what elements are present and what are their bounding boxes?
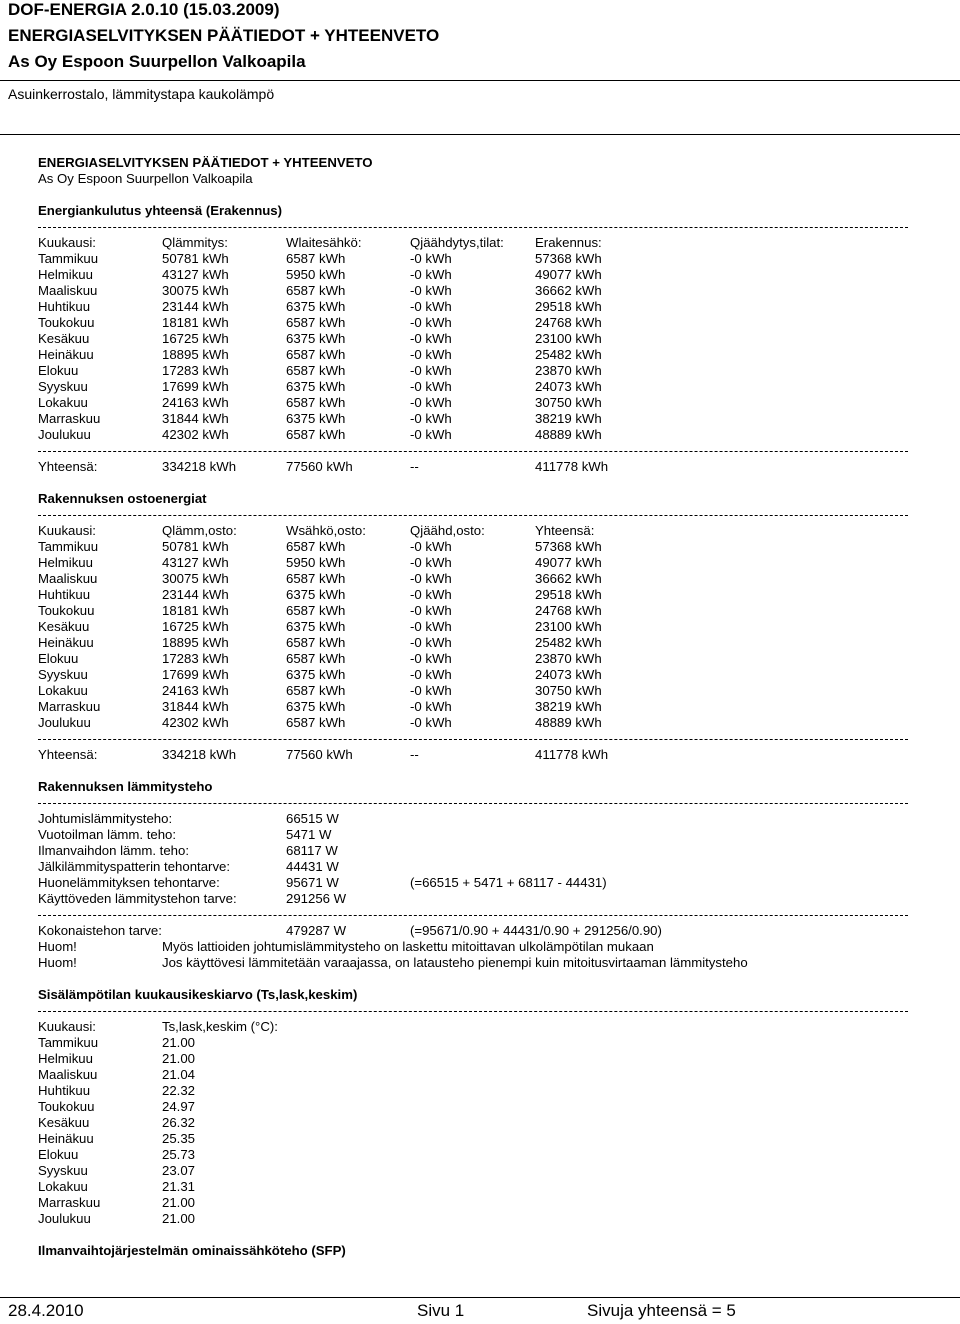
cell: Joulukuu [38, 715, 91, 730]
cell: Ilmanvaihdon lämm. teho: [38, 843, 189, 858]
cell: 50781 kWh [162, 539, 229, 554]
cell: Jos käyttövesi lämmitetään varaajassa, on latausteho pienempi kuin mitoitusvirtaaman lämmitysteho [162, 955, 748, 970]
cell: Kuukausi: [38, 1019, 96, 1034]
cell: Kuukausi: [38, 235, 96, 250]
cell: Elokuu [38, 1147, 79, 1162]
cell: 44431 W [286, 859, 339, 874]
cell: Elokuu [38, 651, 79, 666]
cell: Kesäkuu [38, 1115, 90, 1130]
cell: Huom! [38, 955, 77, 970]
cell: 6587 kWh [286, 603, 346, 618]
dashed-divider [38, 803, 908, 804]
dashed-divider [38, 451, 908, 452]
cell: 23144 kWh [162, 587, 229, 602]
cell: Helmikuu [38, 1051, 93, 1066]
footer-divider [0, 1297, 960, 1298]
cell: -- [410, 459, 419, 474]
energy-section-title: Energiankulutus yhteensä (Erakennus) [38, 203, 283, 218]
cell: -0 kWh [410, 411, 452, 426]
header-divider-bottom [0, 134, 960, 135]
cell: 57368 kWh [535, 539, 602, 554]
cell: -0 kWh [410, 267, 452, 282]
cell: 18895 kWh [162, 635, 229, 650]
cell: 49077 kWh [535, 267, 602, 282]
app-version: DOF-ENERGIA 2.0.10 (15.03.2009) [8, 0, 280, 19]
cell: 38219 kWh [535, 699, 602, 714]
footer-pages-total: Sivuja yhteensä = 5 [587, 1301, 736, 1320]
cell: Marraskuu [38, 699, 101, 714]
cell: 18895 kWh [162, 347, 229, 362]
cell: 17699 kWh [162, 667, 229, 682]
cell: 21.00 [162, 1195, 196, 1210]
cell: 334218 kWh [162, 747, 237, 762]
header-title: ENERGIASELVITYKSEN PÄÄTIEDOT + YHTEENVETO [8, 26, 440, 45]
cell: 6587 kWh [286, 363, 346, 378]
cell: 25482 kWh [535, 347, 602, 362]
cell: 17283 kWh [162, 651, 229, 666]
cell: -0 kWh [410, 315, 452, 330]
cell: 334218 kWh [162, 459, 237, 474]
cell: Marraskuu [38, 411, 101, 426]
cell: 479287 W [286, 923, 347, 938]
footer-page: Sivu 1 [417, 1301, 465, 1320]
cell: (=95671/0.90 + 44431/0.90 + 291256/0.90) [410, 923, 662, 938]
cell: 29518 kWh [535, 299, 602, 314]
cell: Johtumislämmitysteho: [38, 811, 173, 826]
cell: 24163 kWh [162, 395, 229, 410]
header-building: As Oy Espoon Suurpellon Valkoapila [8, 52, 306, 71]
cell: -0 kWh [410, 427, 452, 442]
cell: 26.32 [162, 1115, 196, 1130]
cell: 6587 kWh [286, 635, 346, 650]
cell: 5471 W [286, 827, 332, 842]
cell: -0 kWh [410, 539, 452, 554]
dashed-divider [38, 739, 908, 740]
cell: 38219 kWh [535, 411, 602, 426]
cell: -0 kWh [410, 331, 452, 346]
cell: Lokakuu [38, 1179, 88, 1194]
cell: 43127 kWh [162, 267, 229, 282]
cell: 6587 kWh [286, 283, 346, 298]
cell: -0 kWh [410, 587, 452, 602]
cell: Wlaitesähkö: [286, 235, 362, 250]
cell: 24073 kWh [535, 667, 602, 682]
cell: Myös lattioiden johtumislämmitysteho on laskettu mitoittavan ulkolämpötilan mukaan [162, 939, 654, 954]
cell: -0 kWh [410, 699, 452, 714]
cell: 16725 kWh [162, 331, 229, 346]
cell: Huhtikuu [38, 1083, 91, 1098]
cell: 24768 kWh [535, 603, 602, 618]
cell: 68117 W [286, 843, 338, 858]
cell: -0 kWh [410, 667, 452, 682]
cell: Qlämm,osto: [162, 523, 237, 538]
cell: 6375 kWh [286, 379, 346, 394]
cell: 24073 kWh [535, 379, 602, 394]
cell: Toukokuu [38, 603, 95, 618]
cell: Huhtikuu [38, 299, 91, 314]
cell: Yhteensä: [535, 523, 595, 538]
cell: 23870 kWh [535, 363, 602, 378]
indoor-section-title: Sisälämpötilan kuukausikeskiarvo (Ts,lask,keskim) [38, 987, 358, 1002]
cell: 36662 kWh [535, 283, 602, 298]
doc-building: As Oy Espoon Suurpellon Valkoapila [38, 171, 253, 186]
cell: Joulukuu [38, 427, 91, 442]
cell: Helmikuu [38, 267, 93, 282]
cell: -0 kWh [410, 395, 452, 410]
cell: 25.35 [162, 1131, 196, 1146]
cell: 21.00 [162, 1035, 196, 1050]
cell: 77560 kWh [286, 747, 353, 762]
purchased-section-title: Rakennuksen ostoenergiat [38, 491, 207, 506]
cell: 6375 kWh [286, 331, 346, 346]
cell: Jälkilämmityspatterin tehontarve: [38, 859, 231, 874]
cell: Marraskuu [38, 1195, 101, 1210]
cell: 21.31 [162, 1179, 196, 1194]
cell: Erakennus: [535, 235, 602, 250]
cell: Wsähkö,osto: [286, 523, 366, 538]
cell: Huom! [38, 939, 77, 954]
cell: Syyskuu [38, 667, 88, 682]
cell: 6587 kWh [286, 571, 346, 586]
cell: 411778 kWh [535, 747, 609, 762]
cell: Kuukausi: [38, 523, 96, 538]
cell: 6375 kWh [286, 667, 346, 682]
cell: Syyskuu [38, 379, 88, 394]
cell: 6587 kWh [286, 347, 346, 362]
cell: -0 kWh [410, 683, 452, 698]
cell: 6587 kWh [286, 539, 346, 554]
cell: 6587 kWh [286, 251, 346, 266]
cell: Toukokuu [38, 1099, 95, 1114]
cell: Yhteensä: [38, 459, 98, 474]
cell: 49077 kWh [535, 555, 602, 570]
cell: 24.97 [162, 1099, 196, 1114]
building-type: Asuinkerrostalo, lämmitystapa kaukolämpö [8, 86, 275, 102]
cell: Yhteensä: [38, 747, 98, 762]
cell: Kesäkuu [38, 331, 90, 346]
cell: 23.07 [162, 1163, 196, 1178]
cell: -0 kWh [410, 363, 452, 378]
cell: 6587 kWh [286, 315, 346, 330]
dashed-divider [38, 915, 908, 916]
cell: 23870 kWh [535, 651, 602, 666]
cell: Tammikuu [38, 251, 99, 266]
cell: 411778 kWh [535, 459, 609, 474]
cell: 23100 kWh [535, 619, 602, 634]
cell: 5950 kWh [286, 555, 346, 570]
cell: Qjäähd,osto: [410, 523, 485, 538]
cell: Ts,lask,keskim (°C): [162, 1019, 278, 1034]
cell: Maaliskuu [38, 1067, 98, 1082]
cell: 6375 kWh [286, 619, 346, 634]
cell: 6587 kWh [286, 683, 346, 698]
cell: 42302 kWh [162, 427, 229, 442]
cell: 42302 kWh [162, 715, 229, 730]
cell: Tammikuu [38, 1035, 99, 1050]
cell: 6587 kWh [286, 395, 346, 410]
cell: 66515 W [286, 811, 339, 826]
cell: Kokonaistehon tarve: [38, 923, 162, 938]
cell: 23144 kWh [162, 299, 229, 314]
cell: 30075 kWh [162, 571, 229, 586]
cell: 24768 kWh [535, 315, 602, 330]
cell: 43127 kWh [162, 555, 229, 570]
cell: -0 kWh [410, 603, 452, 618]
cell: -0 kWh [410, 347, 452, 362]
cell: Heinäkuu [38, 635, 94, 650]
cell: 6375 kWh [286, 699, 346, 714]
cell: Lokakuu [38, 395, 88, 410]
cell: -- [410, 747, 419, 762]
cell: 77560 kWh [286, 459, 353, 474]
cell: -0 kWh [410, 715, 452, 730]
footer-date: 28.4.2010 [8, 1301, 84, 1320]
cell: 29518 kWh [535, 587, 602, 602]
cell: 30750 kWh [535, 683, 602, 698]
cell: 48889 kWh [535, 715, 602, 730]
cell: Maaliskuu [38, 571, 98, 586]
cell: 22.32 [162, 1083, 196, 1098]
cell: 95671 W [286, 875, 339, 890]
cell: 48889 kWh [535, 427, 602, 442]
cell: Qjäähdytys,tilat: [410, 235, 504, 250]
cell: 6587 kWh [286, 715, 346, 730]
cell: Lokakuu [38, 683, 88, 698]
cell: 30075 kWh [162, 283, 229, 298]
dashed-divider [38, 515, 908, 516]
cell: Maaliskuu [38, 283, 98, 298]
cell: 57368 kWh [535, 251, 602, 266]
cell: Huhtikuu [38, 587, 91, 602]
cell: 24163 kWh [162, 683, 229, 698]
dashed-divider [38, 1011, 908, 1012]
heating-section-title: Rakennuksen lämmitysteho [38, 779, 213, 794]
cell: 6587 kWh [286, 427, 346, 442]
cell: 18181 kWh [162, 603, 229, 618]
cell: 17283 kWh [162, 363, 229, 378]
cell: -0 kWh [410, 651, 452, 666]
cell: Joulukuu [38, 1211, 91, 1226]
cell: -0 kWh [410, 251, 452, 266]
cell: Tammikuu [38, 539, 99, 554]
cell: 21.00 [162, 1211, 196, 1226]
cell: 16725 kWh [162, 619, 229, 634]
cell: 291256 W [286, 891, 347, 906]
cell: 31844 kWh [162, 699, 229, 714]
header-divider [0, 80, 960, 81]
cell: 36662 kWh [535, 571, 602, 586]
cell: (=66515 + 5471 + 68117 - 44431) [410, 875, 607, 890]
cell: Vuotoilman lämm. teho: [38, 827, 177, 842]
cell: -0 kWh [410, 635, 452, 650]
cell: 17699 kWh [162, 379, 229, 394]
cell: -0 kWh [410, 283, 452, 298]
sfp-section-title: Ilmanvaihtojärjestelmän ominaissähköteho (SFP) [38, 1243, 346, 1258]
cell: -0 kWh [410, 555, 452, 570]
cell: 25.73 [162, 1147, 196, 1162]
cell: -0 kWh [410, 299, 452, 314]
cell: -0 kWh [410, 379, 452, 394]
cell: 30750 kWh [535, 395, 602, 410]
cell: Kesäkuu [38, 619, 90, 634]
cell: Käyttöveden lämmitystehon tarve: [38, 891, 237, 906]
cell: Qlämmitys: [162, 235, 228, 250]
cell: 21.00 [162, 1051, 196, 1066]
cell: Heinäkuu [38, 1131, 94, 1146]
cell: 21.04 [162, 1067, 196, 1082]
cell: 25482 kWh [535, 635, 602, 650]
cell: 18181 kWh [162, 315, 229, 330]
cell: 50781 kWh [162, 251, 229, 266]
cell: Elokuu [38, 363, 79, 378]
doc-title: ENERGIASELVITYKSEN PÄÄTIEDOT + YHTEENVETO [38, 155, 373, 170]
cell: Heinäkuu [38, 347, 94, 362]
cell: 6375 kWh [286, 587, 346, 602]
dashed-divider [38, 227, 908, 228]
cell: Huonelämmityksen tehontarve: [38, 875, 220, 890]
cell: 6587 kWh [286, 651, 346, 666]
cell: Toukokuu [38, 315, 95, 330]
cell: 6375 kWh [286, 411, 346, 426]
cell: -0 kWh [410, 619, 452, 634]
cell: Syyskuu [38, 1163, 88, 1178]
cell: -0 kWh [410, 571, 452, 586]
cell: 6375 kWh [286, 299, 346, 314]
cell: 23100 kWh [535, 331, 602, 346]
cell: 5950 kWh [286, 267, 346, 282]
cell: Helmikuu [38, 555, 93, 570]
cell: 31844 kWh [162, 411, 229, 426]
